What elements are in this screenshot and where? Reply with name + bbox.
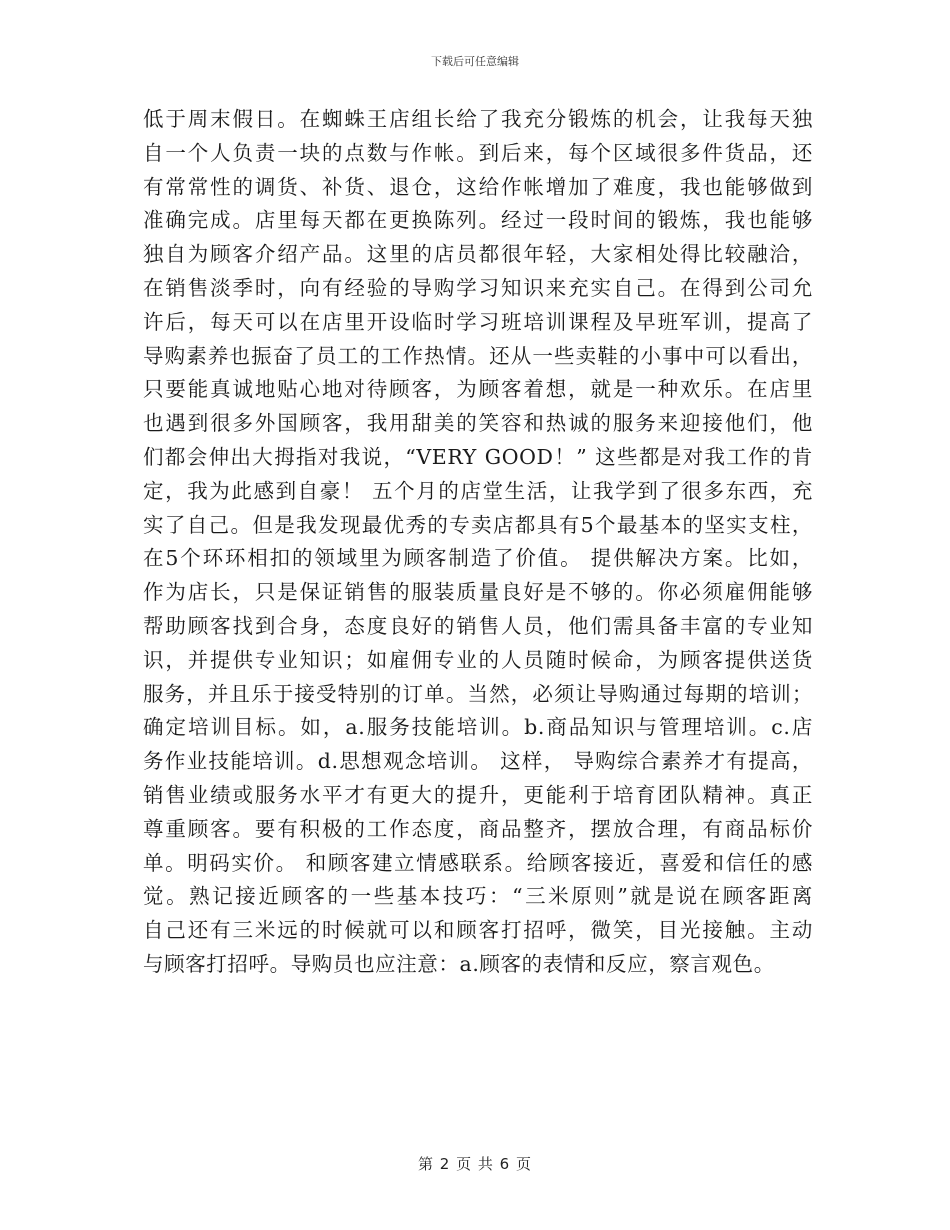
text-line: 销售业绩或服务水平才有更大的提升，更能利于培育团队精神。真正 bbox=[143, 782, 813, 807]
text-line: 服务，并且乐于接受特别的订单。当然，必须让导购通过每期的培训； bbox=[143, 681, 813, 706]
text-line: 在5个环环相扣的领域里为顾客制造了价值。 提供解决方案。比如， bbox=[143, 546, 813, 571]
text-line: 独自为顾客介绍产品。这里的店员都很年轻，大家相处得比较融洽， bbox=[143, 242, 813, 267]
text-line: 们都会伸出大拇指对我说，“VERY GOOD！” 这些都是对我工作的肯 bbox=[143, 444, 813, 469]
text-line: 确定培训目标。如，a.服务技能培训。b.商品知识与管理培训。c.店 bbox=[143, 715, 813, 740]
text-line: 觉。熟记接近顾客的一些基本技巧：“三米原则”就是说在顾客距离 bbox=[143, 884, 813, 909]
text-line: 也遇到很多外国顾客，我用甜美的笑容和热诚的服务来迎接他们，他 bbox=[143, 411, 813, 436]
text-line: 作为店长，只是保证销售的服装质量良好是不够的。你必须雇佣能够 bbox=[143, 580, 813, 605]
text-line: 许后，每天可以在店里开设临时学习班培训课程及早班军训，提高了 bbox=[143, 309, 813, 334]
text-line: 单。明码实价。 和顾客建立情感联系。给顾客接近，喜爱和信任的感 bbox=[143, 850, 813, 875]
text-line: 准确完成。店里每天都在更换陈列。经过一段时间的锻炼，我也能够 bbox=[143, 208, 813, 233]
text-line: 低于周末假日。在蜘蛛王店组长给了我充分锻炼的机会，让我每天独 bbox=[143, 107, 813, 131]
text-line: 导购素养也振奋了员工的工作热情。还从一些卖鞋的小事中可以看出， bbox=[143, 343, 813, 368]
text-line: 实了自己。但是我发现最优秀的专卖店都具有5个最基本的坚实支柱， bbox=[143, 512, 813, 537]
text-line: 帮助顾客找到合身，态度良好的销售人员，他们需具备丰富的专业知 bbox=[143, 613, 813, 638]
text-line: 与顾客打招呼。导购员也应注意：a.顾客的表情和反应，察言观色。 bbox=[143, 951, 775, 976]
text-line: 自一个人负责一块的点数与作帐。到后来，每个区域很多件货品，还 bbox=[143, 140, 813, 165]
text-line: 定，我为此感到自豪！ 五个月的店堂生活，让我学到了很多东西，充 bbox=[143, 478, 813, 503]
text-line: 自己还有三米远的时候就可以和顾客打招呼，微笑，目光接触。主动 bbox=[143, 918, 813, 943]
document-body bbox=[143, 103, 813, 982]
text-line: 务作业技能培训。d.思想观念培训。 这样， 导购综合素养才有提高， bbox=[143, 749, 813, 774]
page-header: 下载后可任意编辑 bbox=[431, 55, 519, 68]
text-line: 只要能真诚地贴心地对待顾客，为顾客着想，就是一种欢乐。在店里 bbox=[143, 377, 813, 402]
text-line: 尊重顾客。要有积极的工作态度，商品整齐，摆放合理，有商品标价 bbox=[143, 816, 813, 841]
page-number: 第 2 页 共 6 页 bbox=[418, 1155, 532, 1173]
text-line: 识，并提供专业知识；如雇佣专业的人员随时候命，为顾客提供送货 bbox=[143, 647, 813, 672]
text-line: 有常常性的调货、补货、退仓，这给作帐增加了难度，我也能够做到 bbox=[143, 174, 813, 199]
text-line: 在销售淡季时，向有经验的导购学习知识来充实自己。在得到公司允 bbox=[143, 275, 813, 300]
